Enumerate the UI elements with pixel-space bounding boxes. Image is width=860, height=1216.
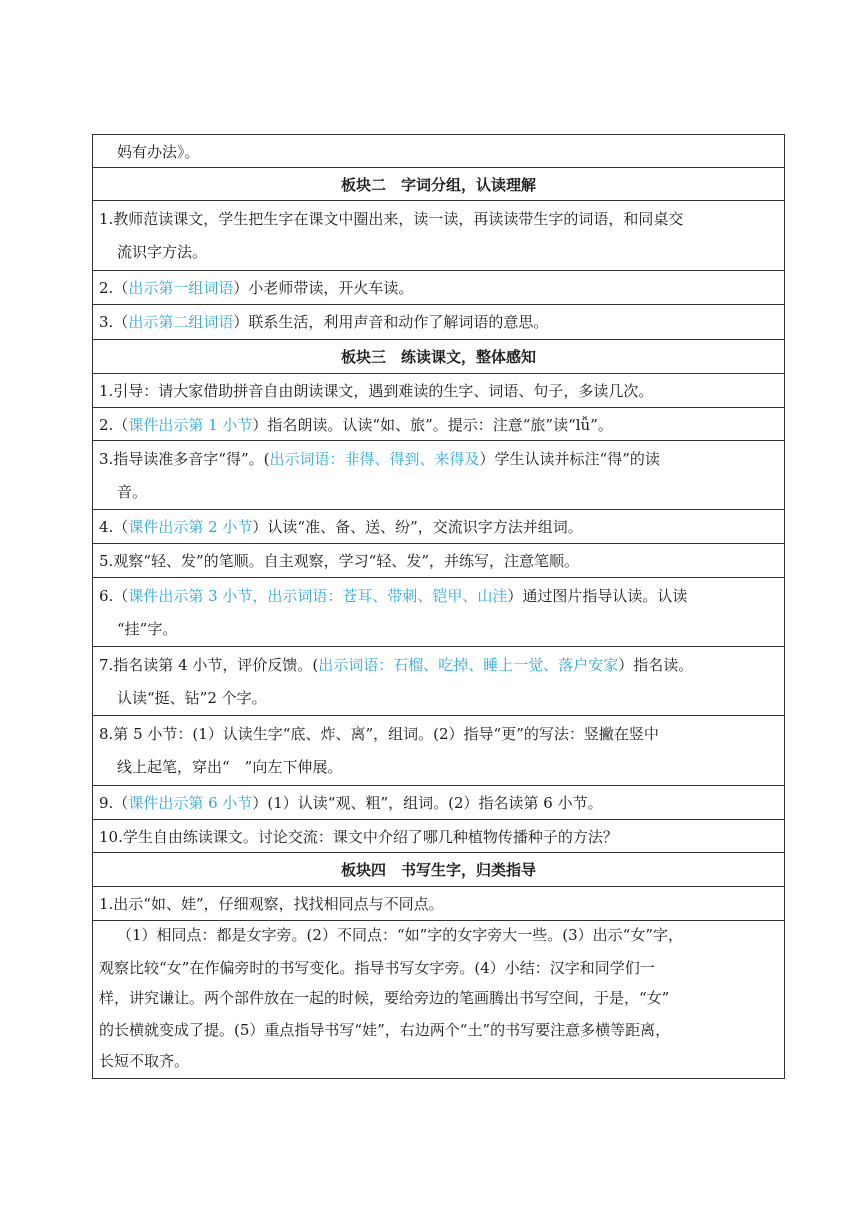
row-text: 观察比较“女”在作偏旁时的书写变化。指导书写女字旁。(4）小结：汉字和同学们一 [99, 959, 655, 977]
row-text: 2.（出示第一组词语）小老师带读，开火车读。 [99, 279, 414, 297]
table-row [93, 408, 784, 441]
row-text: 2.（课件出示第 1 小节）指名朗读。认读“如、旅”。提示：注意“旅”读“lǚ”。 [99, 416, 613, 434]
row-text: 1.出示“如、娃”，仔细观察，找找相同点与不同点。 [99, 895, 444, 913]
row-text: 10.学生自由练读课文。讨论交流：课文中介绍了哪几种植物传播种子的方法？ [99, 828, 618, 846]
table-row [93, 887, 784, 921]
row-text: 8.第 5 小节：(1）认读生字“底、炸、离”，组词。(2）指导“更”的写法：竖撇在竖中 [99, 725, 659, 743]
table-row [93, 716, 784, 786]
row-text: 6.（课件出示第 3 小节，出示词语：苍耳、带刺、铠甲、山洼）通过图片指导认读。认读 [99, 587, 688, 605]
table-row [93, 271, 784, 305]
table-row [93, 510, 784, 544]
row-text: 线上起笔，穿出“ ”向左下伸展。 [117, 758, 343, 776]
row-text: 流识字方法。 [117, 243, 208, 261]
row-text: （1）相同点：都是女字旁。(2）不同点：“如”字的女字旁大一些。(3）出示“女”字， [117, 926, 684, 944]
table-row [93, 374, 784, 408]
row-text: 音。 [117, 483, 148, 501]
row-text: 妈有办法》。 [117, 143, 200, 161]
row-text: 9.（课件出示第 6 小节）(1）认读“观、粗”，组词。(2）指名读第 6 小节。 [99, 794, 603, 812]
table-row [93, 305, 784, 340]
table-row [93, 853, 784, 887]
section-heading-2: 板块二 字词分组，认读理解 [340, 176, 536, 194]
row-text: 4.（课件出示第 2 小节）认读“准、备、送、纷”，交流识字方法并组词。 [99, 518, 583, 536]
table-row [93, 135, 784, 168]
row-text: 3.指导读准多音字“得”。(出示词语：非得、得到、来得及）学生认读并标注“得”的读 [99, 450, 660, 468]
row-text: 1.教师范读课文，学生把生字在课文中圈出来，读一读，再读读带生字的词语，和同桌交 [99, 210, 684, 228]
row-text: 长短不取齐。 [99, 1052, 190, 1070]
table-row [93, 168, 784, 201]
row-text: 1.引导：请大家借助拼音自由朗读课文，遇到难读的生字、词语、句子，多读几次。 [99, 382, 654, 400]
section-heading-4: 板块四 书写生字，归类指导 [340, 861, 536, 879]
row-text: 认读“挺、钻”2 个字。 [117, 689, 267, 707]
table-row [93, 201, 784, 271]
row-text: 样，讲究谦让。两个部件放在一起的时候，要给旁边的笔画腾出书写空间，于是，“女” [99, 989, 670, 1007]
table-row [93, 820, 784, 853]
table-row [93, 441, 784, 510]
table-row [93, 578, 784, 647]
row-text: 3.（出示第二组词语）联系生活，利用声音和动作了解词语的意思。 [99, 313, 549, 331]
row-text: 5.观察“轻、发”的笔顺。自主观察，学习“轻、发”，并练写，注意笔顺。 [99, 552, 579, 570]
table-row [93, 786, 784, 820]
table-row [93, 647, 784, 716]
table-row [93, 544, 784, 578]
table-row [93, 340, 784, 374]
row-text: “挂”字。 [117, 620, 178, 638]
section-heading-3: 板块三 练读课文，整体感知 [340, 348, 536, 366]
row-text: 7.指名读第 4 小节，评价反馈。(出示词语：石榴、吃掉、睡上一觉、落户安家）指名读。 [99, 656, 694, 674]
lesson-table [92, 134, 785, 1079]
table-row [93, 921, 784, 1079]
row-text: 的长横就变成了提。(5）重点指导书写“娃”，右边两个“土”的书写要注意多横等距离， [99, 1021, 671, 1039]
